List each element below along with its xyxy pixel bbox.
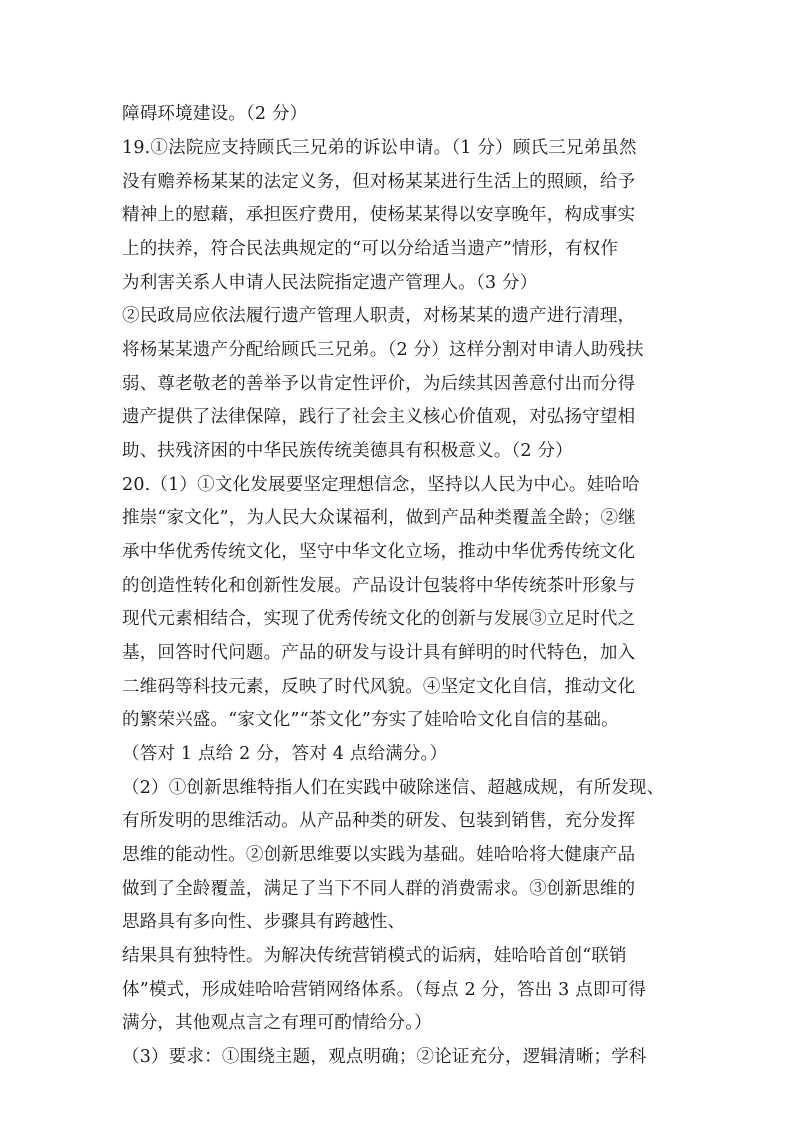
- text-line: ②民政局应依法履行遗产管理人职责，对杨某某的遗产进行清理，: [122, 306, 636, 326]
- text-line: 上的扶养，符合民法典规定的“可以分给适当遗产”情形，有权作: [122, 239, 619, 259]
- text-line: 思维的能动性。②创新思维要以实践为基础。娃哈哈将大健康产品: [122, 845, 636, 865]
- text-line: 将杨某某遗产分配给顾氏三兄弟。（2 分）这样分割对申请人助残扶: [122, 340, 644, 360]
- text-line: 承中华优秀传统文化，坚守中华文化立场，推动中华优秀传统文化: [122, 542, 636, 562]
- text-line: 做到了全龄覆盖，满足了当下不同人群的消费需求。③创新思维的: [122, 879, 636, 899]
- text-line: 满分，其他观点言之有理可酌情给分。）: [122, 1013, 432, 1033]
- text-line: 没有赡养杨某某的法定义务，但对杨某某进行生活上的照顾，给予: [122, 172, 636, 192]
- text-line: 的创造性转化和创新性发展。产品设计包装将中华传统茶叶形象与: [122, 576, 636, 596]
- text-line: 的繁荣兴盛。“家文化”“茶文化”夯实了娃哈哈文化自信的基础。: [122, 710, 619, 730]
- text-line: 遗产提供了法律保障，践行了社会主义核心价值观，对弘扬守望相: [122, 407, 636, 427]
- text-line: 19.①法院应支持顾氏三兄弟的诉讼申请。（1 分）顾氏三兄弟虽然: [122, 138, 637, 158]
- text-line: 现代元素相结合，实现了优秀传统文化的创新与发展③立足时代之: [122, 609, 636, 629]
- text-line: 思路具有多向性、步骤具有跨越性、: [122, 912, 406, 932]
- text-line: 助、扶残济困的中华民族传统美德具有积极意义。（2 分）: [122, 441, 573, 461]
- text-line: （2）①创新思维特指人们在实践中破除迷信、超越成规，有所发现、: [122, 778, 665, 798]
- text-line: 推崇“家文化”，为人民大众谋福利，做到产品种类覆盖全龄；②继: [122, 508, 636, 528]
- text-line: 障碍环境建设。（2 分）: [122, 104, 308, 124]
- text-line: 精神上的慰藉，承担医疗费用，使杨某某得以安享晚年，构成事实: [122, 205, 636, 225]
- text-line: 20.（1）①文化发展要坚定理想信念，坚持以人民为中心。娃哈哈: [122, 475, 640, 495]
- text-line: （答对 1 点给 2 分，答对 4 点给满分。）: [122, 744, 448, 764]
- text-line: 体”模式，形成娃哈哈营销网络体系。（每点 2 分，答出 3 点即可得: [122, 980, 647, 1000]
- text-line: 结果具有独特性。为解决传统营销模式的诟病，娃哈哈首创“联销: [122, 946, 627, 966]
- text-line: 二维码等科技元素，反映了时代风貌。④坚定文化自信，推动文化: [122, 677, 636, 697]
- text-line: （3）要求：①围绕主题，观点明确；②论证充分，逻辑清晰；学科: [122, 1047, 647, 1067]
- text-line: 基，回答时代问题。产品的研发与设计具有鲜明的时代特色，加入: [122, 643, 636, 663]
- text-line: 弱、尊老敬老的善举予以肯定性评价，为后续其因善意付出而分得: [122, 374, 636, 394]
- text-line: 有所发明的思维活动。从产品种类的研发、包装到销售，充分发挥: [122, 811, 636, 831]
- text-line: 为利害关系人申请人民法院指定遗产管理人。（3 分）: [122, 273, 538, 293]
